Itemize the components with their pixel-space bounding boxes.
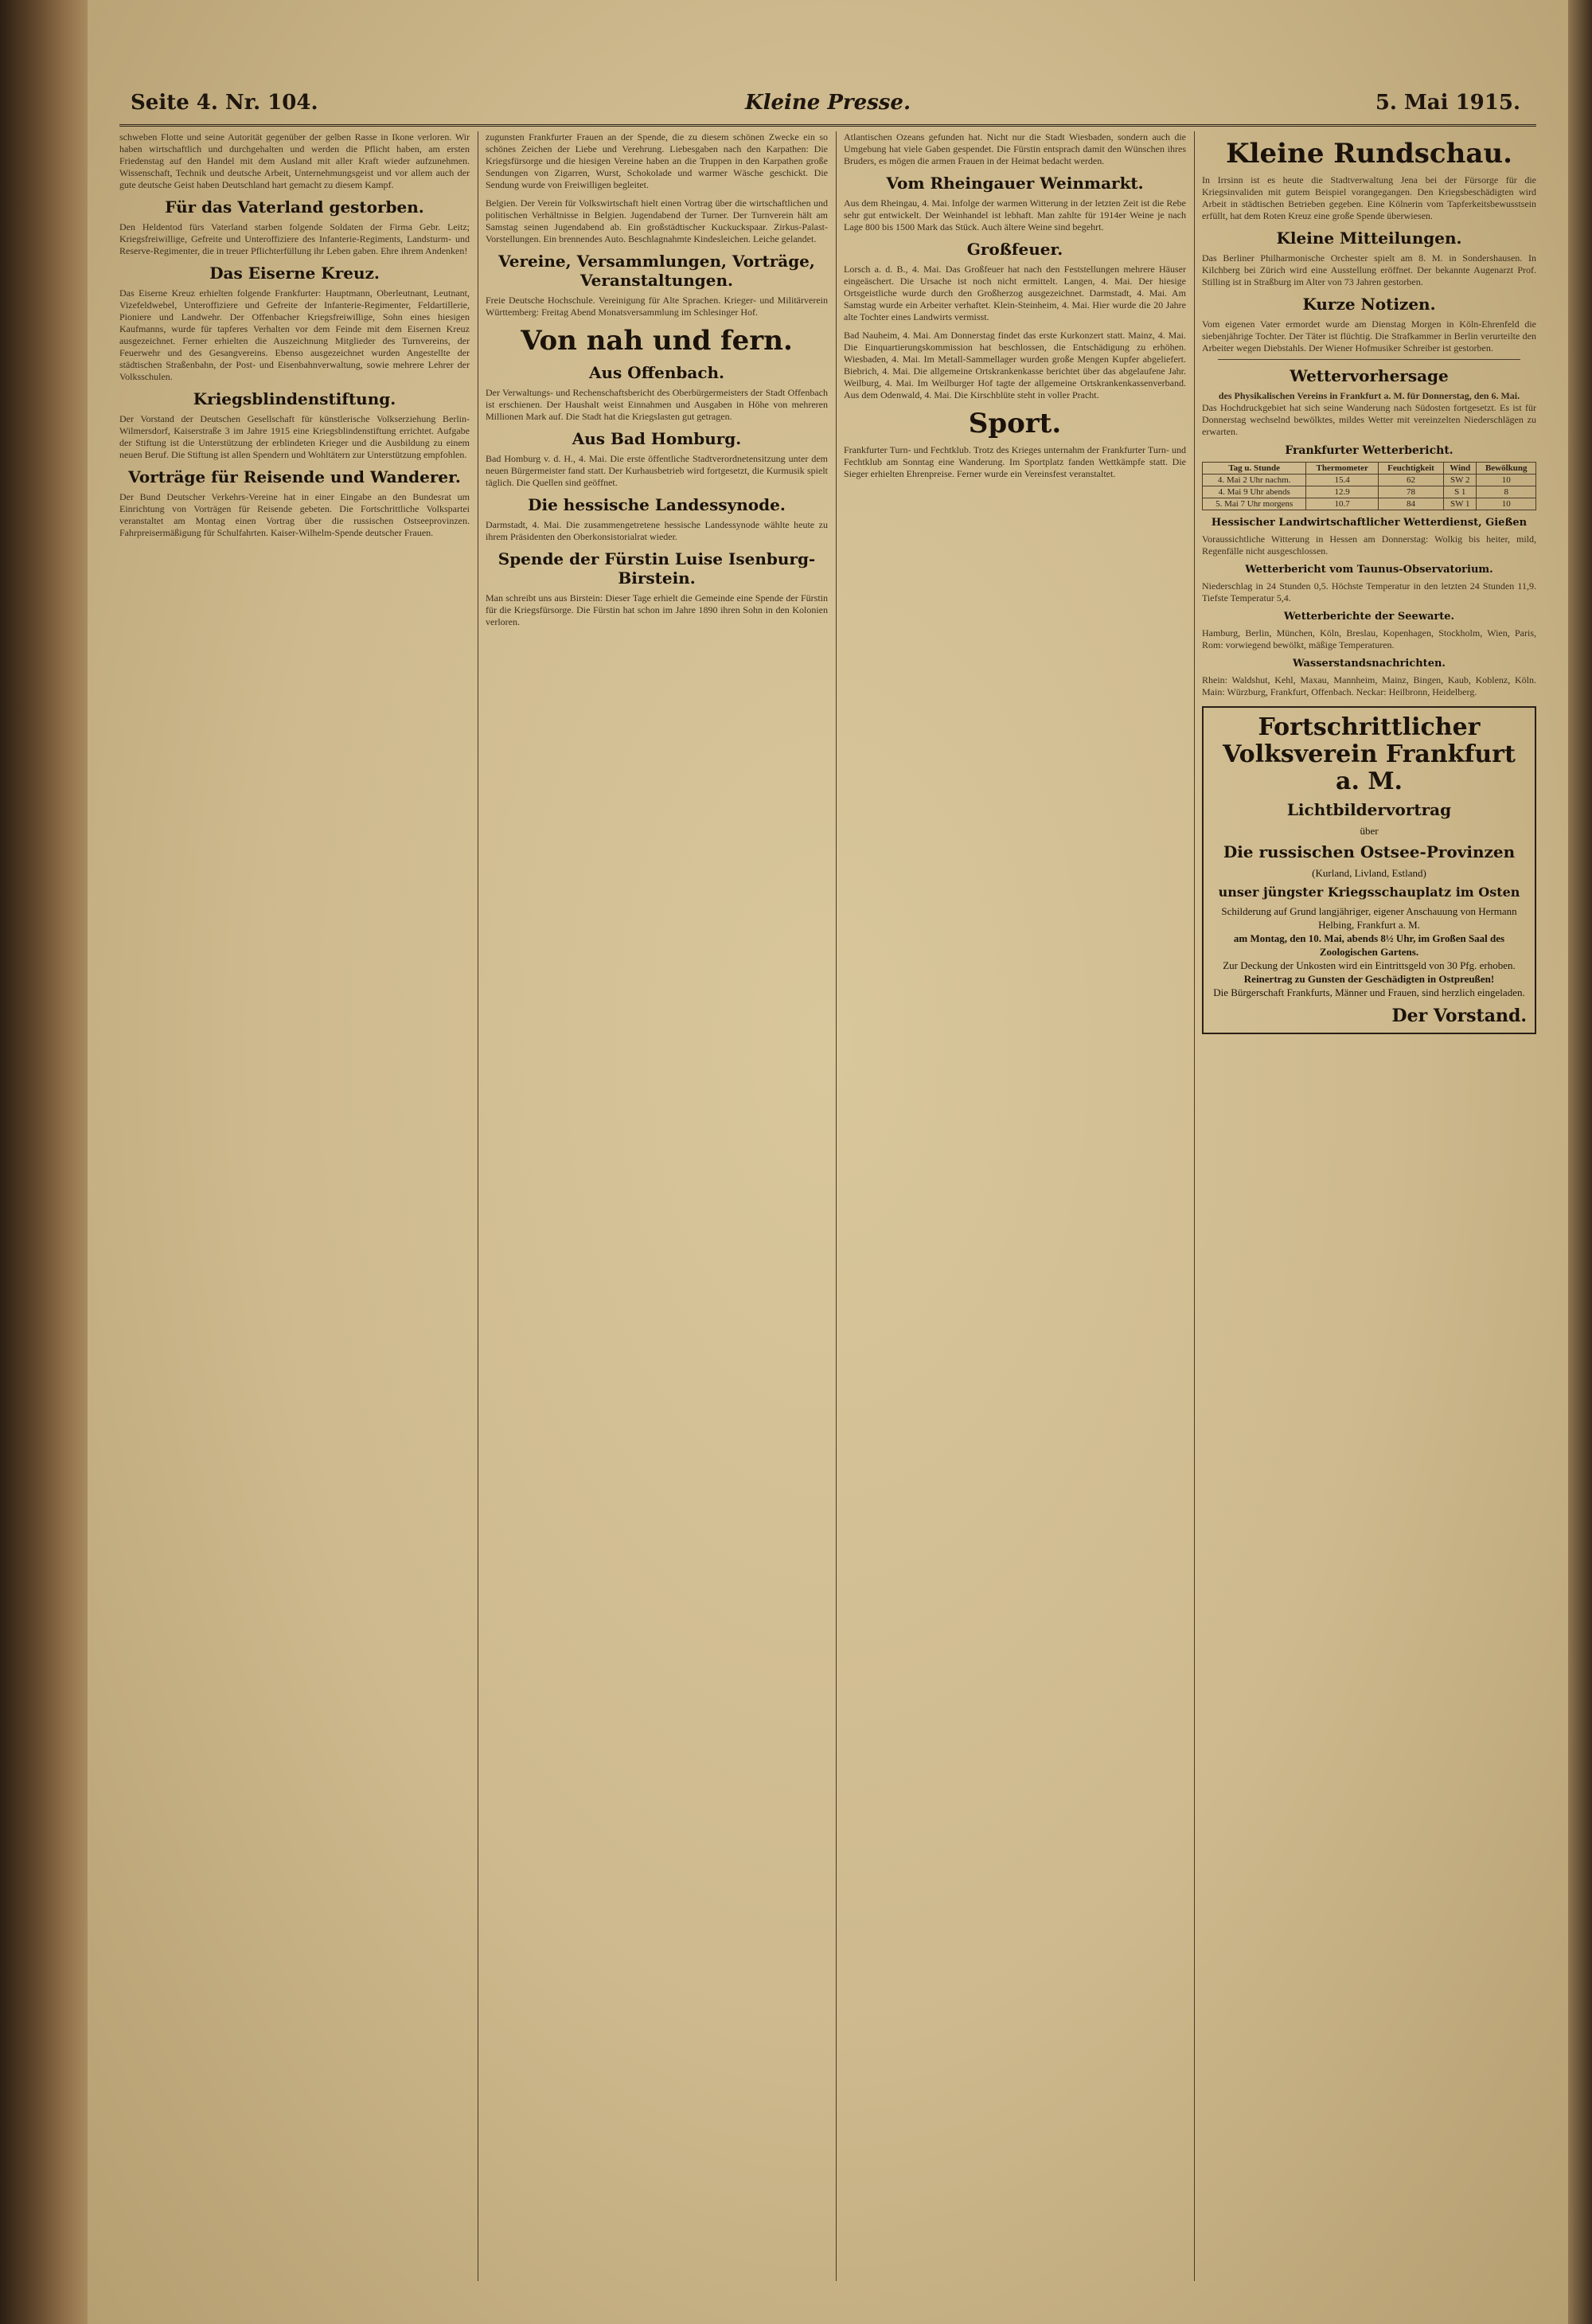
column-1 (119, 131, 470, 2281)
article-text: Darmstadt, 4. Mai. Die zusammengetretene hessische Landessynode wählte heute zu ihrem Präsidenten den Oberkonsistorialrat wieder. (486, 519, 828, 542)
table-row (1203, 486, 1536, 498)
section-heading: Kurze Notizen. (1302, 295, 1436, 314)
section-heading-large: Kleine Rundschau. (1226, 138, 1512, 170)
article-text: Der Vorstand der Deutschen Gesellschaft für künstlerische Volkserziehung Berlin-Wilmersdorf, Kaiserstraße 3 im Jahre 1915 eine Kriegsblindenstiftung errichtet. Aufgabe der Stiftung ist die Unterstützung der erblindeten Krieger und die Ausbildung zu einem neuen Beruf. Die Stiftung ist allen Spendern und Wohltätern zur Unterstützung empfohlen. (119, 413, 470, 460)
section-heading: Kleine Mitteilungen. (1276, 228, 1462, 248)
section-heading: Kriegsblindenstiftung. (193, 389, 396, 408)
section-heading: Vorträge für Reisende und Wanderer. (128, 467, 461, 486)
article-text: Atlantischen Ozeans gefunden hat. Nicht nur die Stadt Wiesbaden, sondern auch die Umgebung hat viele Gaben gespendet. Die Fürstin entsprach damit den Wünschen ihres Bruders, es mögen die armen Frauen in der Heimat bedacht werden. (844, 131, 1186, 166)
article-text: Freie Deutsche Hochschule. Vereinigung für Alte Sprachen. Krieger- und Militärverein Württemberg: Freitag Abend Monatsversammlung im Schlesinger Hof. (486, 295, 828, 318)
article-text: Vom eigenen Vater ermordet wurde am Dienstag Morgen in Köln-Ehrenfeld die siebenjährige Tochter. Der Täter ist flüchtig. Die Strafkammer in Berlin verurteilte den Arbeiter wegen Diebstahls. Der Wiener Hofmusiker Schreiber ist gestorben. (1202, 318, 1536, 353)
table-header: Wind (1444, 463, 1477, 475)
book-binding (0, 0, 88, 2324)
article-text: Bad Homburg v. d. H., 4. Mai. Die erste öffentliche Stadtverordnetensitzung unter dem neuen Bürgermeister fand statt. Der Kurhausbetrieb wird fortgesetzt, die Kurmusik spielt täglich. Die Quellen sind geöffnet. (486, 453, 828, 488)
ad-line: am Montag, den 10. Mai, abends 8½ Uhr, im Großen Saal des Zoologischen Gartens. (1233, 932, 1505, 958)
divider (1218, 359, 1520, 360)
page-number: Seite 4. Nr. 104. (131, 91, 318, 115)
masthead (119, 88, 1536, 127)
section-heading: Vereine, Versammlungen, Vorträge, Veranstaltungen. (498, 252, 815, 290)
table-cell: 84 (1378, 498, 1443, 510)
ad-title: Fortschrittlicher Volksverein Frankfurt a. M. (1223, 713, 1516, 795)
article-text: Der Verwaltungs- und Rechenschaftsbericht des Oberbürgermeisters der Stadt Offenbach ist erschienen. Der Haushalt weist Einnahmen und Ausgaben in Höhe von mehreren Millionen Mark auf. Die Stadt hat die Kriegslasten gut getragen. (486, 387, 828, 422)
article-text: Man schreibt uns aus Birstein: Dieser Tage erhielt die Gemeinde eine Spende der Fürstin für die Kriegsfürsorge. Die Fürstin hat schon im Jahre 1890 ihren Sohn in den Kolonien verloren. (486, 592, 828, 627)
ad-signature: Der Vorstand. (1391, 1006, 1527, 1026)
table-cell: 10.7 (1306, 498, 1379, 510)
paper-name: Kleine Presse. (744, 91, 911, 115)
ad-line: über (1360, 825, 1379, 837)
table-cell: S 1 (1444, 486, 1477, 498)
table-header: Tag u. Stunde (1203, 463, 1306, 475)
subsection-heading: Aus Bad Homburg. (572, 429, 742, 448)
section-heading-large: Von nah und fern. (521, 325, 793, 357)
ad-line: Zur Deckung der Unkosten wird ein Eintrittsgeld von 30 Pfg. erhoben. (1223, 959, 1516, 971)
ad-line: unser jüngster Kriegsschauplatz im Osten (1218, 885, 1520, 900)
column-rule (836, 131, 837, 2281)
weather-text: Das Hochdruckgebiet hat sich seine Wanderung nach Südosten fortgesetzt. Es ist für Donnerstag wechselnd bewölktes, mildes Wetter mit vereinzelten Niederschlägen zu erwarten. (1202, 402, 1536, 437)
table-cell: 10 (1477, 475, 1536, 486)
table-cell: 62 (1378, 475, 1443, 486)
table-header: Bewölkung (1477, 463, 1536, 475)
section-heading: Hessischer Landwirtschaftlicher Wetterdienst, Gießen (1211, 517, 1528, 529)
article-text: Hamburg, Berlin, München, Köln, Breslau, Kopenhagen, Stockholm, Wien, Paris, Rom: vorwiegend bewölkt, mäßige Temperaturen. (1202, 627, 1536, 650)
table-cell: SW 1 (1444, 498, 1477, 510)
table-cell: 10 (1477, 498, 1536, 510)
table-cell: 12.9 (1306, 486, 1379, 498)
table-row (1203, 498, 1536, 510)
article-text: Rhein: Waldshut, Kehl, Maxau, Mannheim, Mainz, Bingen, Kaub, Koblenz, Köln. Main: Würzburg, Frankfurt, Offenbach. Neckar: Heilbronn, Heidelberg. (1202, 674, 1536, 697)
table-cell: 78 (1378, 486, 1443, 498)
column-4 (1202, 131, 1536, 2281)
page-edge (1568, 0, 1592, 2324)
weather-heading: Wettervorhersage (1290, 366, 1449, 385)
article-text: In Irrsinn ist es heute die Stadtverwaltung Jena bei der Fürsorge für die Kriegsinvaliden mit gutem Beispiel vorangegangen. Den Kriegsbeschädigten wird Arbeit in städtischen Betrieben gegeben. Eine Kölnerin vom Tapferkeitsbewusstsein erfüllt, hat dem Roten Kreuz eine große Spende überwiesen. (1202, 174, 1536, 221)
ad-line: Die Bürgerschaft Frankfurts, Männer und Frauen, sind herzlich eingeladen. (1213, 986, 1525, 998)
section-heading: Großfeuer. (966, 240, 1063, 259)
newspaper-page (88, 0, 1568, 2324)
weather-subheading: des Physikalischen Vereins in Frankfurt a. M. für Donnerstag, den 6. Mai. (1218, 390, 1520, 401)
ad-line: (Kurland, Livland, Estland) (1312, 867, 1426, 879)
section-heading: Wetterbericht vom Taunus-Observatorium. (1245, 564, 1493, 576)
advertisement (1202, 706, 1536, 1034)
issue-date: 5. Mai 1915. (1375, 91, 1520, 115)
column-2 (486, 131, 828, 2281)
article-text: Aus dem Rheingau, 4. Mai. Infolge der warmen Witterung in der letzten Zeit ist die Rebe sehr gut entwickelt. Der Weinhandel ist lebhaft. Man zahlte für 1914er Weine je nach Lage 800 bis 1500 Mark das Stück. Auch ältere Weine sind begehrt. (844, 197, 1186, 232)
table-cell: 4. Mai 2 Uhr nachm. (1203, 475, 1306, 486)
section-heading: Vom Rheingauer Weinmarkt. (886, 174, 1144, 193)
article-text: Frankfurter Turn- und Fechtklub. Trotz des Krieges unternahm der Frankfurter Turn- und Fechtklub am Sonntag eine Wanderung. Im Sportplatz fanden Wettkämpfe statt. Die Sieger erhielten Ehrenpreise. Ferner wurde ein Vereinsfest veranstaltet. (844, 444, 1186, 479)
table-cell: 4. Mai 9 Uhr abends (1203, 486, 1306, 498)
table-cell: 8 (1477, 486, 1536, 498)
table-cell: 15.4 (1306, 475, 1379, 486)
ad-line: Reinertrag zu Gunsten der Geschädigten in Ostpreußen! (1243, 973, 1495, 985)
table-header: Feuchtigkeit (1378, 463, 1443, 475)
table-header: Thermometer (1306, 463, 1379, 475)
article-text: Belgien. Der Verein für Volkswirtschaft hielt einen Vortrag über die wirtschaftlichen und politischen Verhältnisse in Belgien. Jugendabend der Turner. Der Turnverein hält am Samstag seinen Jugendabend ab. Ein großstädtischer Kuckuckspaar. Zirkus-Palast-Vorstellungen. Ein brennendes Auto. Beschlagnahmte Kindesleichen. Leiche gelandet. (486, 197, 828, 244)
section-heading: Wasserstandsnachrichten. (1293, 658, 1446, 670)
article-text: schweben Flotte und seine Autorität gegenüber der gelben Rasse in Ikone verloren. Wir haben wirtschaftlich und durchgehalten und werden die Pflicht haben, am ersten Friedenstag auf den Handel mit dem Ausland mit aller Kraft wieder aufzunehmen. Wissenschaft, Technik und deutsche Arbeit, Unternehmungsgeist und vor allem auch der gute deutsche Geist haben Deutschland hart gemacht zu diesem Kampf. (119, 131, 470, 190)
section-heading: Wetterberichte der Seewarte. (1283, 611, 1455, 623)
article-text: Niederschlag in 24 Stunden 0,5. Höchste Temperatur in den letzten 24 Stunden 11,9. Tiefste Temperatur 5,4. (1202, 580, 1536, 603)
article-text: Der Bund Deutscher Verkehrs-Vereine hat in einer Eingabe an den Bundesrat um Einrichtung von Vorträgen für Reisende gebeten. Die Fortschrittliche Volkspartei veranstaltet am Montag einen Vortrag über die russischen Ostseeprovinzen. Fahrpreisermäßigung für Schulfahrten. Kaiser-Wilhelm-Spende deutscher Frauen. (119, 491, 470, 538)
article-text: Lorsch a. d. B., 4. Mai. Das Großfeuer hat nach den Feststellungen mehrere Häuser eingeäschert. Die Ursache ist noch nicht ermittelt. Langen, 4. Mai. Der hiesige Ortsgeistliche wurde durch den Großherzog ausgezeichnet. Darmstadt, 4. Mai. Am Samstag wurde ein Arbeiter verhaftet. Klein-Steinheim, 4. Mai. Hier wurde die 20 Jahre alte Tochter eines Landwirts vermisst. (844, 264, 1186, 322)
article-text: Voraussichtliche Witterung in Hessen am Donnerstag: Wolkig bis heiter, mild, Regenfälle nicht ausgeschlossen. (1202, 533, 1536, 557)
ad-topic: Die russischen Ostsee-Provinzen (1223, 842, 1516, 861)
section-heading-large: Sport. (968, 408, 1062, 439)
table-cell: SW 2 (1444, 475, 1477, 486)
section-heading: Das Eiserne Kreuz. (209, 264, 380, 283)
section-heading: Für das Vaterland gestorben. (165, 197, 424, 217)
table-cell: 5. Mai 7 Uhr morgens (1203, 498, 1306, 510)
article-text: Das Berliner Philharmonische Orchester spielt am 8. M. in Sondershausen. In Kilchberg bei Zürich wird eine Ausstellung eröffnet. Der bekannte Augenarzt Prof. Stilling ist in Straßburg im Alter von 73 Jahren gestorben. (1202, 252, 1536, 287)
subsection-heading: Spende der Fürstin Luise Isenburg-Birstein. (498, 549, 816, 588)
column-rule (1194, 131, 1195, 2281)
ad-subtitle: Lichtbildervortrag (1286, 800, 1452, 819)
article-text: zugunsten Frankfurter Frauen an der Spende, die zu diesem schönen Zwecke ein so schönes Zeichen der Liebe und Verehrung. Liebesgaben nach den Karpathen: Die Kriegsfürsorge und die hiesigen Vereine haben an die Truppen in den Karpathen große Sendungen von Zigarren, Wurst, Schokolade und warmer Wäsche geschickt. Die Sendung wurde von Freiwilligen begleitet. (486, 131, 828, 190)
weather-table-title: Frankfurter Wetterbericht. (1285, 444, 1453, 457)
weather-table (1202, 462, 1536, 510)
ad-line: Schilderung auf Grund langjähriger, eigener Anschauung von Hermann Helbing, Frankfurt a. M. (1221, 905, 1517, 931)
table-row (1203, 475, 1536, 486)
column-3 (844, 131, 1186, 2281)
article-text: Das Eiserne Kreuz erhielten folgende Frankfurter: Hauptmann, Oberleutnant, Leutnant, Vizefeldwebel, Unteroffiziere und Gefreite der Infanterie-Regimenter, Feldartillerie, Pioniere und Landwehr. Der Offenbacher Kriegsfreiwillige, Sohn eines hiesigen Kaufmanns, wurde für tapferes Verhalten vor dem Feinde mit dem Eisernen Kreuz ausgezeichnet. Ferner erhielten die Auszeichnung Mitglieder des Turnvereins, der Feuerwehr und des Gesangvereins. Ebenso ausgezeichnet wurden Angestellte der städtischen Straßenbahn, der Post- und Eisenbahnverwaltung, sowie mehrere Lehrer der Volksschulen. (119, 287, 470, 382)
subsection-heading: Aus Offenbach. (588, 363, 724, 382)
subsection-heading: Die hessische Landessynode. (528, 495, 786, 514)
article-text: Den Heldentod fürs Vaterland starben folgende Soldaten der Firma Gebr. Leitz; Kriegsfreiwillige, Gefreite und Unteroffiziere des Infanterie-Regiments, Landsturm- und Reserve-Regimenter, die in treuer Pflichterfüllung ihr Leben gaben. Ehre ihrem Andenken! (119, 221, 470, 256)
article-text: Bad Nauheim, 4. Mai. Am Donnerstag findet das erste Kurkonzert statt. Mainz, 4. Mai. Die Einquartierungskommission hat beschlossen, die Entschädigung zu erhöhen. Wiesbaden, 4. Mai. Im Metall-Sammellager wurden große Mengen Kupfer abgeliefert. Biebrich, 4. Mai. Die allgemeine Ortskrankenkasse berichtet über das abgelaufene Jahr. Weilburg, 4. Mai. Im Weilburger Hof tagte der allgemeine Ortskrankenkassenverband. Aus dem Odenwald, 4. Mai. Die Kirschblüte steht in voller Pracht. (844, 330, 1186, 400)
